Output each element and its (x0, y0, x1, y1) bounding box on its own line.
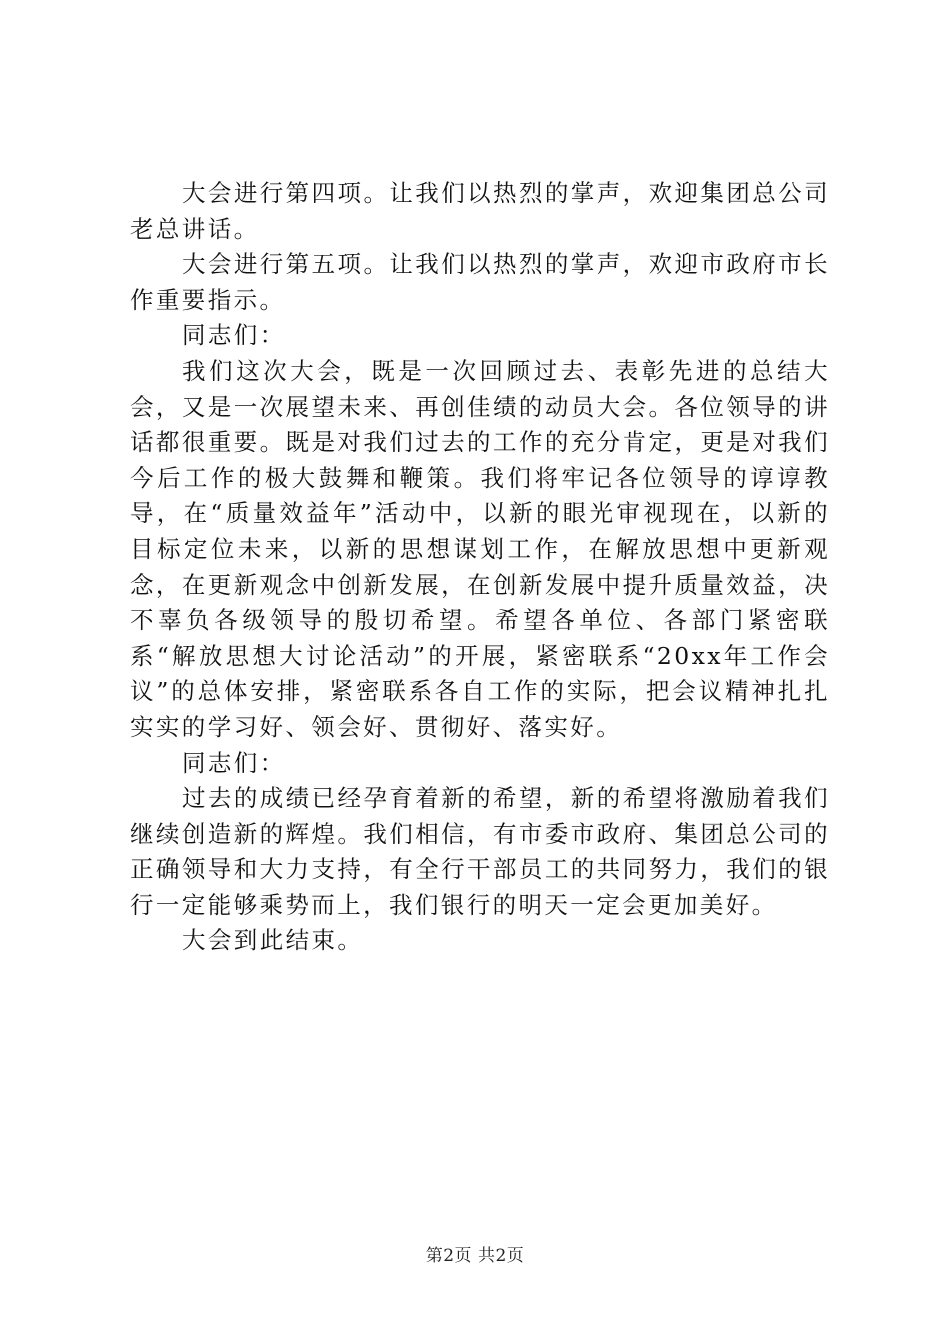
document-body (130, 176, 830, 959)
paragraph-item-5: 大会进行第五项。让我们以热烈的掌声，欢迎市政府市长作重要指示。 (130, 250, 830, 314)
salutation: 同志们： (182, 748, 286, 777)
paragraph-end: 大会到此结束。 (182, 926, 364, 955)
paragraph-item-4: 大会进行第四项。让我们以热烈的掌声，欢迎集团总公司老总讲话。 (130, 179, 830, 243)
salutation: 同志们： (182, 321, 286, 350)
paragraph-closing: 过去的成绩已经孕育着新的希望，新的希望将激励着我们继续创造新的辉煌。我们相信，有市委市政府、集团总公司的正确领导和大力支持，有全行干部员工的共同努力，我们的银行一定能够乘势而上，我们银行的明天一定会更加美好。 (130, 784, 830, 919)
paragraph-summary: 我们这次大会，既是一次回顾过去、表彰先进的总结大会，又是一次展望未来、再创佳绩的动员大会。各位领导的讲话都很重要。既是对我们过去的工作的充分肯定，更是对我们今后工作的极大鼓舞和鞭策。我们将牢记各位领导的谆谆教导，在“质量效益年”活动中，以新的眼光审视现在，以新的目标定位未来，以新的思想谋划工作，在解放思想中更新观念，在更新观念中创新发展，在创新发展中提升质量效益，决不辜负各级领导的殷切希望。希望各单位、各部门紧密联系“解放思想大讨论活动”的开展，紧密联系“20xx年工作会议”的总体安排，紧密联系各自工作的实际，把会议精神扎扎实实的学习好、领会好、贯彻好、落实好。 (130, 356, 830, 741)
page-footer: 第2页 共2页 (425, 1246, 525, 1266)
